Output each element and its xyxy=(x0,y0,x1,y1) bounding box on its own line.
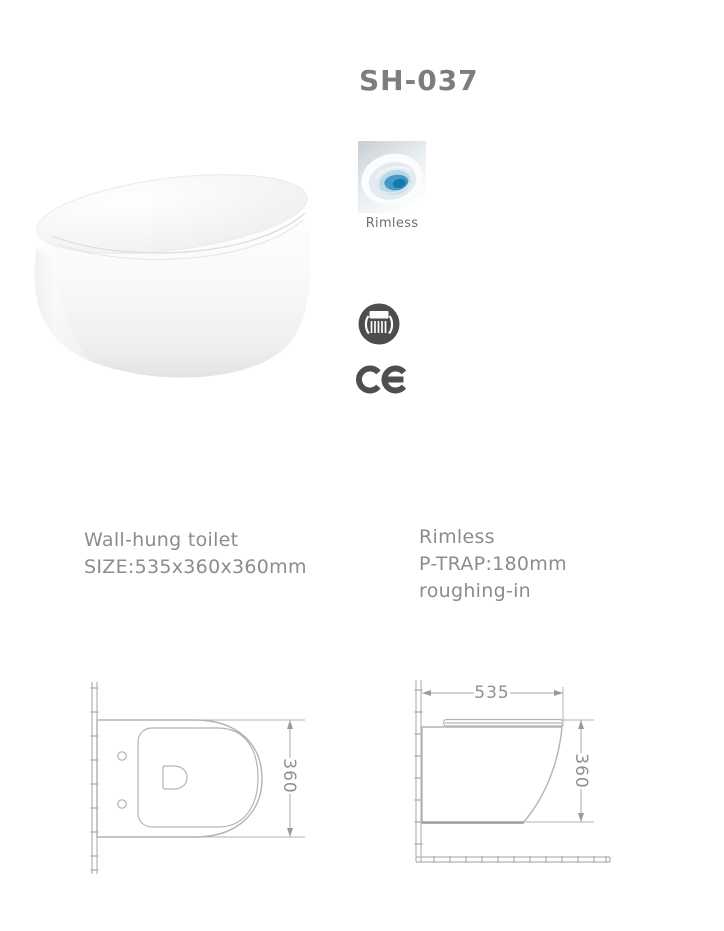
top-view-depth-dim: 360 xyxy=(279,758,299,794)
top-view-drawing xyxy=(60,662,315,897)
spec-product-type: Wall-hung toilet xyxy=(84,529,239,551)
spec-ptrap: P-TRAP:180mm xyxy=(419,553,567,575)
rimless-caption: Rimless xyxy=(365,216,419,231)
ce-mark-icon xyxy=(356,361,410,398)
specs-left xyxy=(84,527,307,581)
spec-roughing: roughing-in xyxy=(419,580,532,602)
spec-size: SIZE:535x360x360mm xyxy=(84,556,307,578)
side-view-height-dim: 360 xyxy=(571,753,591,789)
page-title: SH-037 xyxy=(359,64,479,97)
spec-rimless: Rimless xyxy=(419,526,495,548)
rimless-bowl-image xyxy=(358,141,426,213)
side-view-drawing xyxy=(400,662,690,897)
product-photo xyxy=(24,158,314,388)
flush-plate-icon xyxy=(357,302,401,346)
side-view-width-dim: 535 xyxy=(474,683,510,703)
specs-right xyxy=(419,524,567,605)
